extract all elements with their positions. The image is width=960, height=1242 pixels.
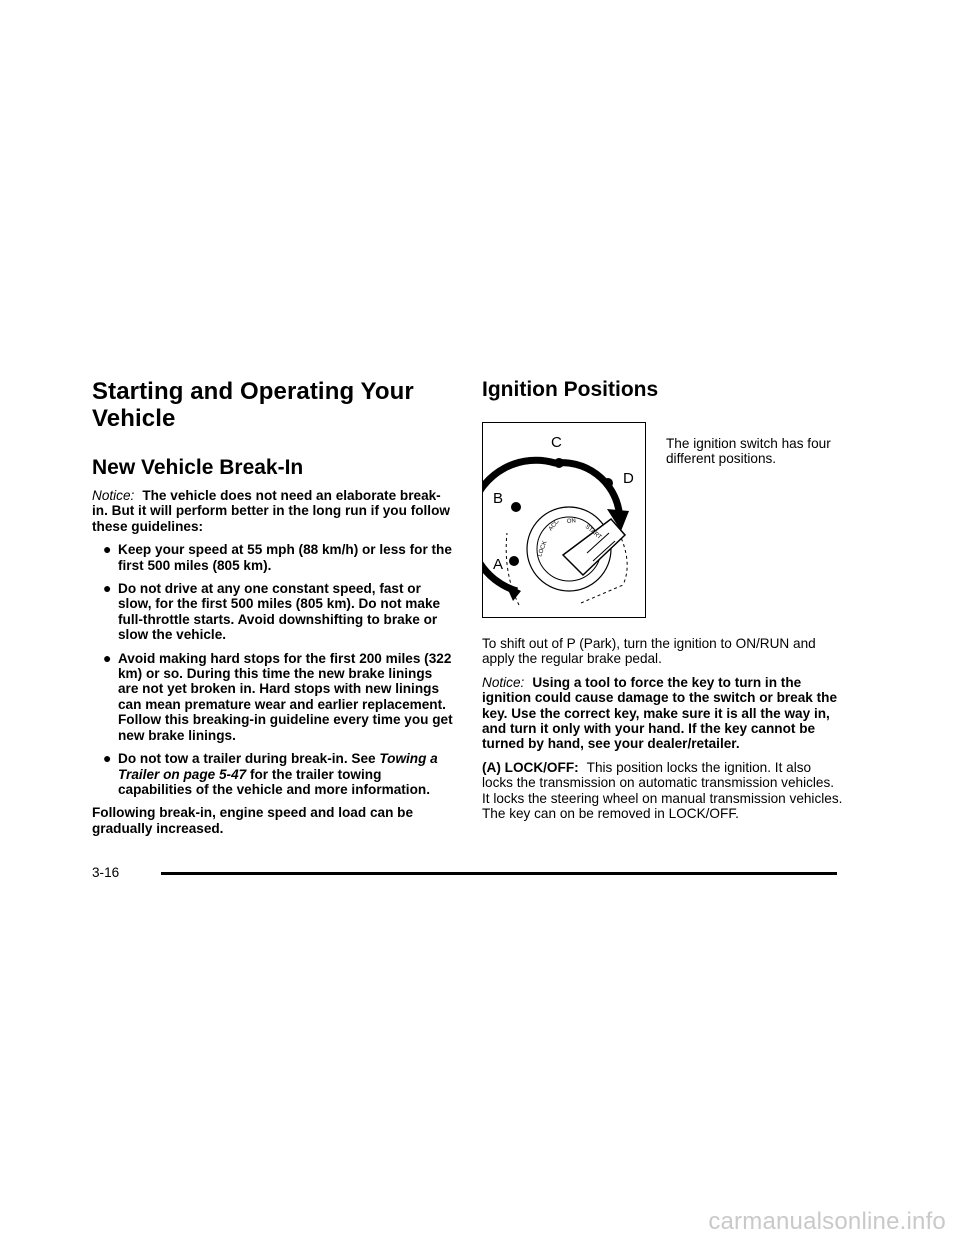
list-item xyxy=(92,542,456,573)
shift-instructions: To shift out of P (Park), turn the ignition to ON/RUN and apply the regular brake pedal. xyxy=(482,636,816,667)
watermark: carmanualsonline.info xyxy=(708,1208,946,1235)
towing-reference-link[interactable]: Towing a Trailer on page 5-47 xyxy=(118,751,438,782)
list-item xyxy=(92,581,456,643)
list-item-text-pre: Do not tow a trailer during break-in. See xyxy=(118,751,380,767)
lock-off-text: This position locks the ignition. It also locks the transmission on automatic transmission vehicles. It locks the steering wheel on manual transmission vehicles. The key can on be removed in LOCK/OFF. xyxy=(482,759,843,822)
position-d-label: D xyxy=(623,470,634,487)
on-marking: ON xyxy=(566,518,577,525)
guideline-list xyxy=(92,542,456,797)
footer-rule xyxy=(161,872,837,875)
position-b-dot xyxy=(511,502,521,512)
break-in-heading: New Vehicle Break-In xyxy=(92,456,304,479)
notice-label: Notice: xyxy=(92,488,135,503)
page-number: 3-16 xyxy=(92,865,120,880)
ignition-positions-heading: Ignition Positions xyxy=(482,378,659,401)
notice-text: The vehicle does not need an elaborate break-in. But it will perform better in the long run if you follow these guidelines: xyxy=(92,488,450,534)
ignition-switch-diagram xyxy=(483,423,645,617)
position-b-label: B xyxy=(493,490,504,507)
following-break-in-text: Following break-in, engine speed and load can be gradually increased. xyxy=(92,805,414,836)
list-item xyxy=(92,651,456,743)
bullet-icon: ● xyxy=(103,649,112,666)
right-column xyxy=(482,378,844,829)
position-a-dot xyxy=(509,556,519,566)
list-item-text-post: for the trailer towing capabilities of the vehicle and more information. xyxy=(118,766,430,797)
bullet-icon: ● xyxy=(103,750,112,767)
position-c-label: C xyxy=(551,434,562,451)
bullet-icon: ● xyxy=(103,541,112,558)
list-item-text: Keep your speed at 55 mph (88 km/h) or less for the first 500 miles (805 km). xyxy=(118,542,452,573)
lock-marking: LOCK xyxy=(537,540,549,558)
section-title-line2: Vehicle xyxy=(92,405,176,432)
figure-caption: The ignition switch has four different positions. xyxy=(666,436,831,467)
bullet-icon: ● xyxy=(103,580,112,597)
list-item xyxy=(92,751,456,797)
position-d-dot xyxy=(603,478,613,488)
acc-marking: ACC xyxy=(547,518,561,533)
section-title-line1: Starting and Operating Your xyxy=(92,378,414,405)
list-item-text: Avoid making hard stops for the first 200 miles (322 km) or so. During this time the new brake linings are not yet broken in. Hard stops with new linings can mean premature wear and earlier replacement. Follow this breaking-in guideline every time you get new brake linings. xyxy=(118,650,453,743)
position-a-label: A xyxy=(493,556,504,573)
notice-text: Using a tool to force the key to turn in the ignition could cause damage to the switch or break the key. Use the correct key, make sure it is all the way in, and turn it only with your hand. If the key cannot be turned by hand, see your dealer/retailer. xyxy=(482,674,838,752)
list-item-text: Do not drive at any one constant speed, fast or slow, for the first 500 miles (805 km). Do not make full-throttle starts. Avoid downshifting to brake or slow the vehicle. xyxy=(118,581,441,643)
section-title xyxy=(92,378,456,432)
ignition-notice xyxy=(482,675,844,752)
position-c-dot xyxy=(554,458,564,468)
ignition-switch-figure xyxy=(482,422,646,618)
lock-off-description xyxy=(482,760,844,822)
ignition-figure-row xyxy=(482,422,844,620)
notice-label: Notice: xyxy=(482,674,525,690)
lock-off-label: (A) LOCK/OFF: xyxy=(482,759,579,775)
break-in-notice xyxy=(92,488,456,534)
left-column xyxy=(92,378,456,836)
start-marking: START xyxy=(583,523,603,541)
